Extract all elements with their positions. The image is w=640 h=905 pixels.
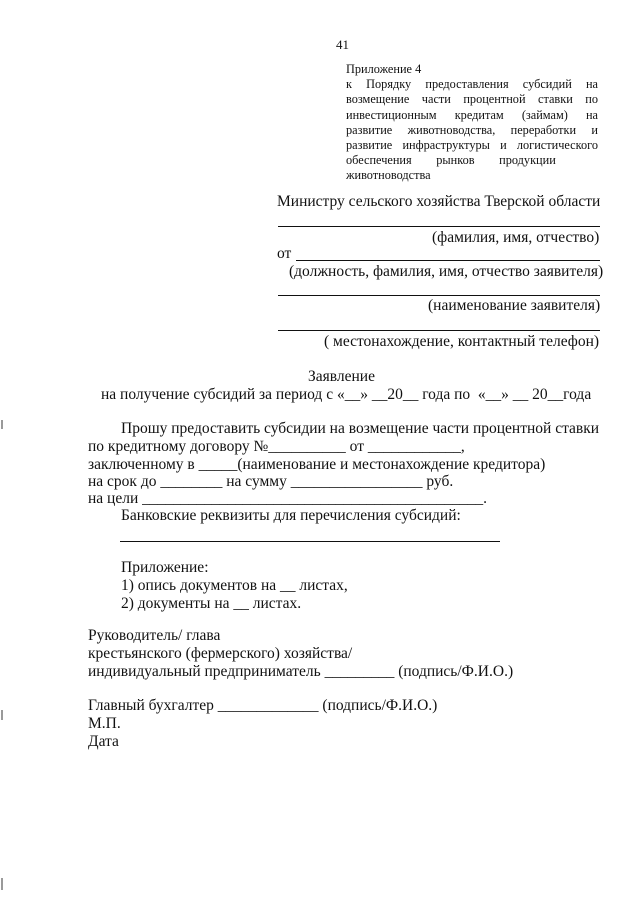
stamp-label: М.П. bbox=[88, 715, 121, 732]
blank-line-location bbox=[278, 330, 600, 331]
appendix-line: возмещение части процентной ставки по bbox=[346, 92, 598, 107]
appendix-line: к Порядку предоставления субсидий на bbox=[346, 77, 598, 92]
appendix-title: Приложение 4 bbox=[346, 62, 422, 76]
signature-head: индивидуальный предприниматель _________ (подпись/Ф.И.О.) bbox=[88, 663, 514, 680]
hint-location: ( местонахождение, контактный телефон) bbox=[324, 333, 600, 350]
appendix-line: обеспечения рынков продукции bbox=[346, 153, 556, 168]
scan-mark bbox=[1, 420, 3, 429]
body-line: Прошу предоставить субсидии на возмещение части процентной ставки bbox=[121, 420, 600, 437]
appendix-line: животноводства bbox=[346, 168, 431, 183]
body-line: заключенному в _____(наименование и местонахождение кредитора) bbox=[88, 456, 546, 473]
hint-name: (наименование заявителя) bbox=[428, 297, 601, 314]
attachment-item: 2) документы на __ листах. bbox=[121, 595, 302, 612]
signature-head: Руководитель/ глава bbox=[88, 627, 221, 644]
body-line: по кредитному договору №__________ от ____________, bbox=[88, 438, 465, 455]
blank-line-name bbox=[278, 295, 600, 296]
attachments-title: Приложение: bbox=[121, 559, 209, 576]
blank-line-fio bbox=[278, 226, 600, 227]
attachment-item: 1) опись документов на __ листах, bbox=[121, 577, 348, 594]
body-line: на цели ____________________________________________. bbox=[88, 490, 488, 507]
signature-head: крестьянского (фермерского) хозяйства/ bbox=[88, 645, 353, 662]
bank-details-label: Банковские реквизиты для перечисления субсидий: bbox=[121, 507, 461, 524]
hint-fio: (фамилия, имя, отчество) bbox=[432, 229, 600, 246]
blank-line-from bbox=[296, 260, 600, 261]
from-label: от bbox=[277, 245, 292, 262]
statement-title: Заявление bbox=[308, 368, 375, 385]
appendix-line: инвестиционным кредитам (займам) на bbox=[346, 107, 598, 122]
statement-period: на получение субсидий за период с «__» __20__ года по «__» __ 20__года bbox=[101, 386, 592, 403]
appendix-line: развитие инфраструктуры и логистического bbox=[346, 138, 598, 153]
hint-position: (должность, фамилия, имя, отчество заявителя) bbox=[289, 263, 604, 280]
appendix-line: развитие животноводства, переработки и bbox=[346, 122, 598, 137]
scan-mark bbox=[1, 878, 3, 890]
date-label: Дата bbox=[88, 733, 119, 750]
body-line: на срок до ________ на сумму _________________ руб. bbox=[88, 473, 454, 490]
scan-mark bbox=[1, 710, 3, 720]
page-number: 41 bbox=[336, 37, 349, 52]
blank-line-bank bbox=[120, 541, 500, 542]
addressee-to: Министру сельского хозяйства Тверской области bbox=[277, 193, 601, 210]
accountant-line: Главный бухгалтер _____________ (подпись/Ф.И.О.) bbox=[88, 697, 438, 714]
appendix-note bbox=[346, 62, 598, 184]
